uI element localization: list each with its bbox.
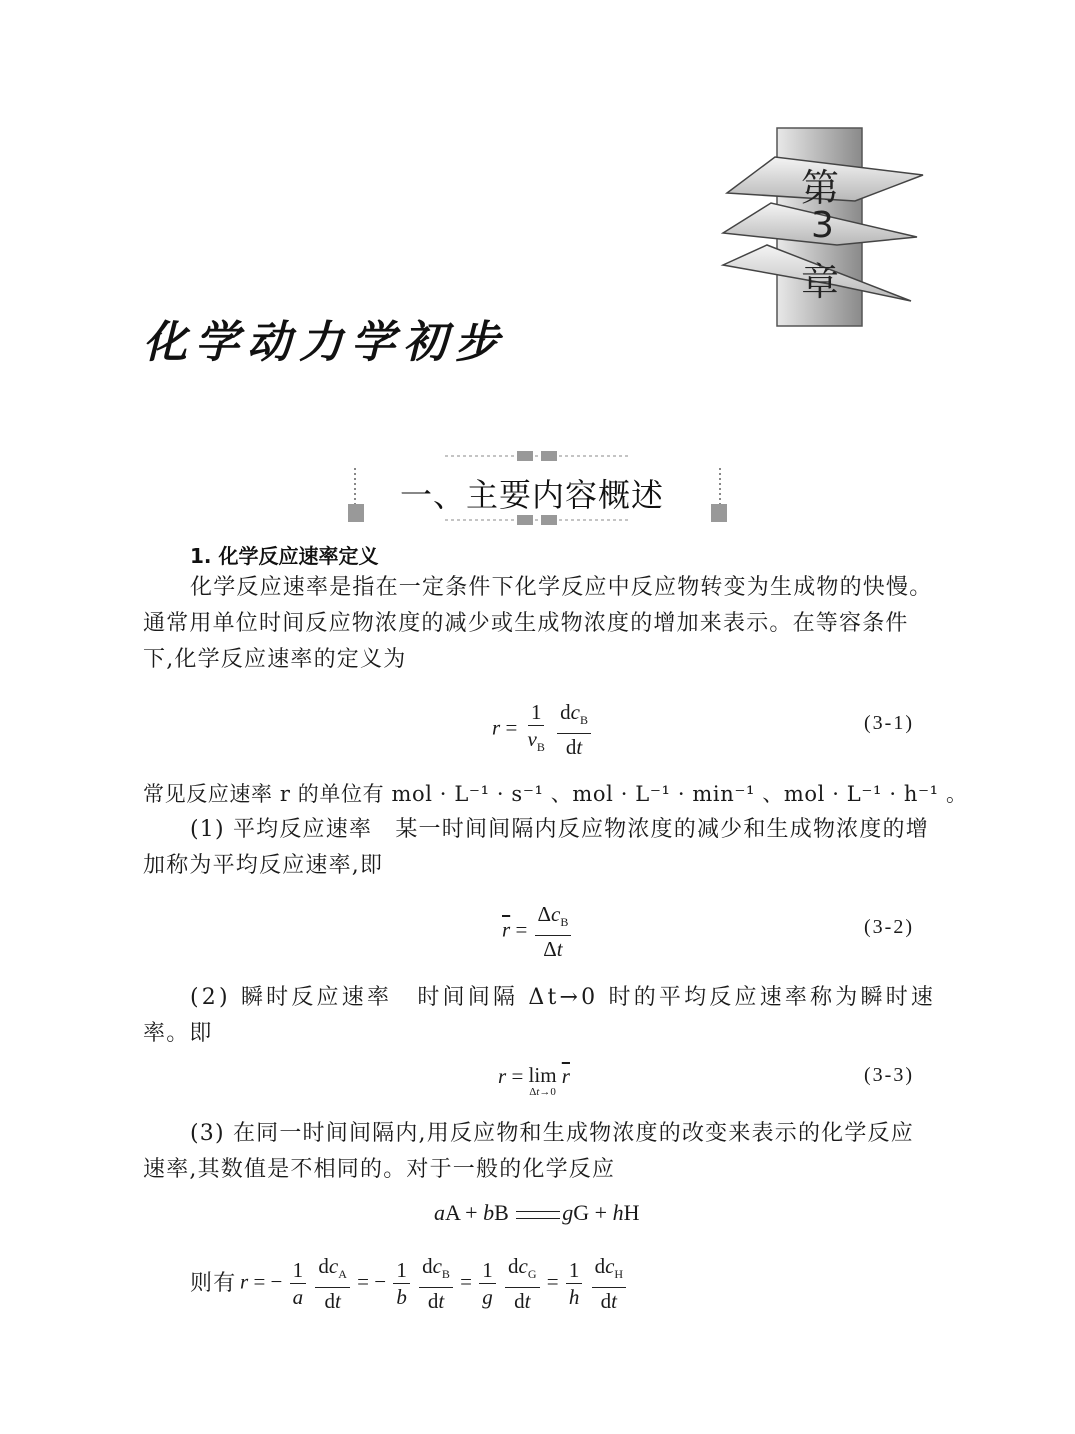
chapter-title: 化学动力学初步 [143, 317, 507, 368]
chapter-badge-char-2: 3 [811, 205, 834, 246]
equation-number: (3-2) [864, 916, 914, 938]
item-heading: 1. 化学反应速率定义 [190, 544, 379, 568]
chapter-badge-char-1: 第 [801, 166, 840, 210]
units-line: 常见反应速率 r 的单位有 mol · L⁻¹ · s⁻¹ 、mol · L⁻¹ · min⁻¹ 、mol · L⁻¹ · h⁻¹ 。 [143, 782, 968, 806]
section-heading: 一、主要内容概述 [400, 476, 665, 514]
reaction-equation: aA + bB gG + hH [434, 1200, 640, 1225]
equation-number: (3-1) [864, 712, 914, 734]
paragraph-line: (1) 平均反应速率 某一时间间隔内反应物浓度的减少和生成物浓度的增 [190, 817, 929, 842]
paragraph-line: 化学反应速率是指在一定条件下化学反应中反应物转变为生成物的快慢。 [190, 575, 933, 600]
paragraph-line: (3) 在同一时间间隔内,用反应物和生成物浓度的改变来表示的化学反应 [190, 1121, 914, 1146]
paragraph-line: 加称为平均反应速率,即 [143, 853, 384, 878]
chapter-badge-char-3: 章 [801, 260, 840, 304]
equation-3-2: $\overline{r}$ = $\frac{\Delta c_B}{\Delta t}$ [502, 902, 573, 961]
paragraph-line: 通常用单位时间反应物浓度的减少或生成物浓度的增加来表示。在等容条件 [143, 611, 909, 636]
equation-3-1: r = $\frac{1}{\nu_B}$ $\frac{dc_B}{dt}$ [492, 700, 593, 759]
paragraph-line: 下,化学反应速率的定义为 [143, 647, 407, 672]
equation-3-3: r = lim Δt→0 $\overline{r}$ [498, 1063, 570, 1098]
paragraph-line: 率。即 [143, 1021, 213, 1046]
paragraph-line: (2) 瞬时反应速率 时间间隔 Δt→0 时的平均反应速率称为瞬时速 [190, 985, 937, 1010]
chapter-badge [715, 125, 940, 330]
paragraph-line: 速率,其数值是不相同的。对于一般的化学反应 [143, 1157, 616, 1182]
rate-expression: r = − $\frac{1}{a}$ $\frac{dc_A}{dt}$ = − $\frac{1}{b}$ $\frac{dc_B}{dt}$ = $\frac{1}{g}$ $\frac{dc_G}{dt}$ = $\frac{1}{h}$ $\frac{dc_H}{dt}$ [240, 1254, 628, 1313]
final-prefix: 则有 [190, 1271, 237, 1296]
equation-number: (3-3) [864, 1064, 914, 1086]
